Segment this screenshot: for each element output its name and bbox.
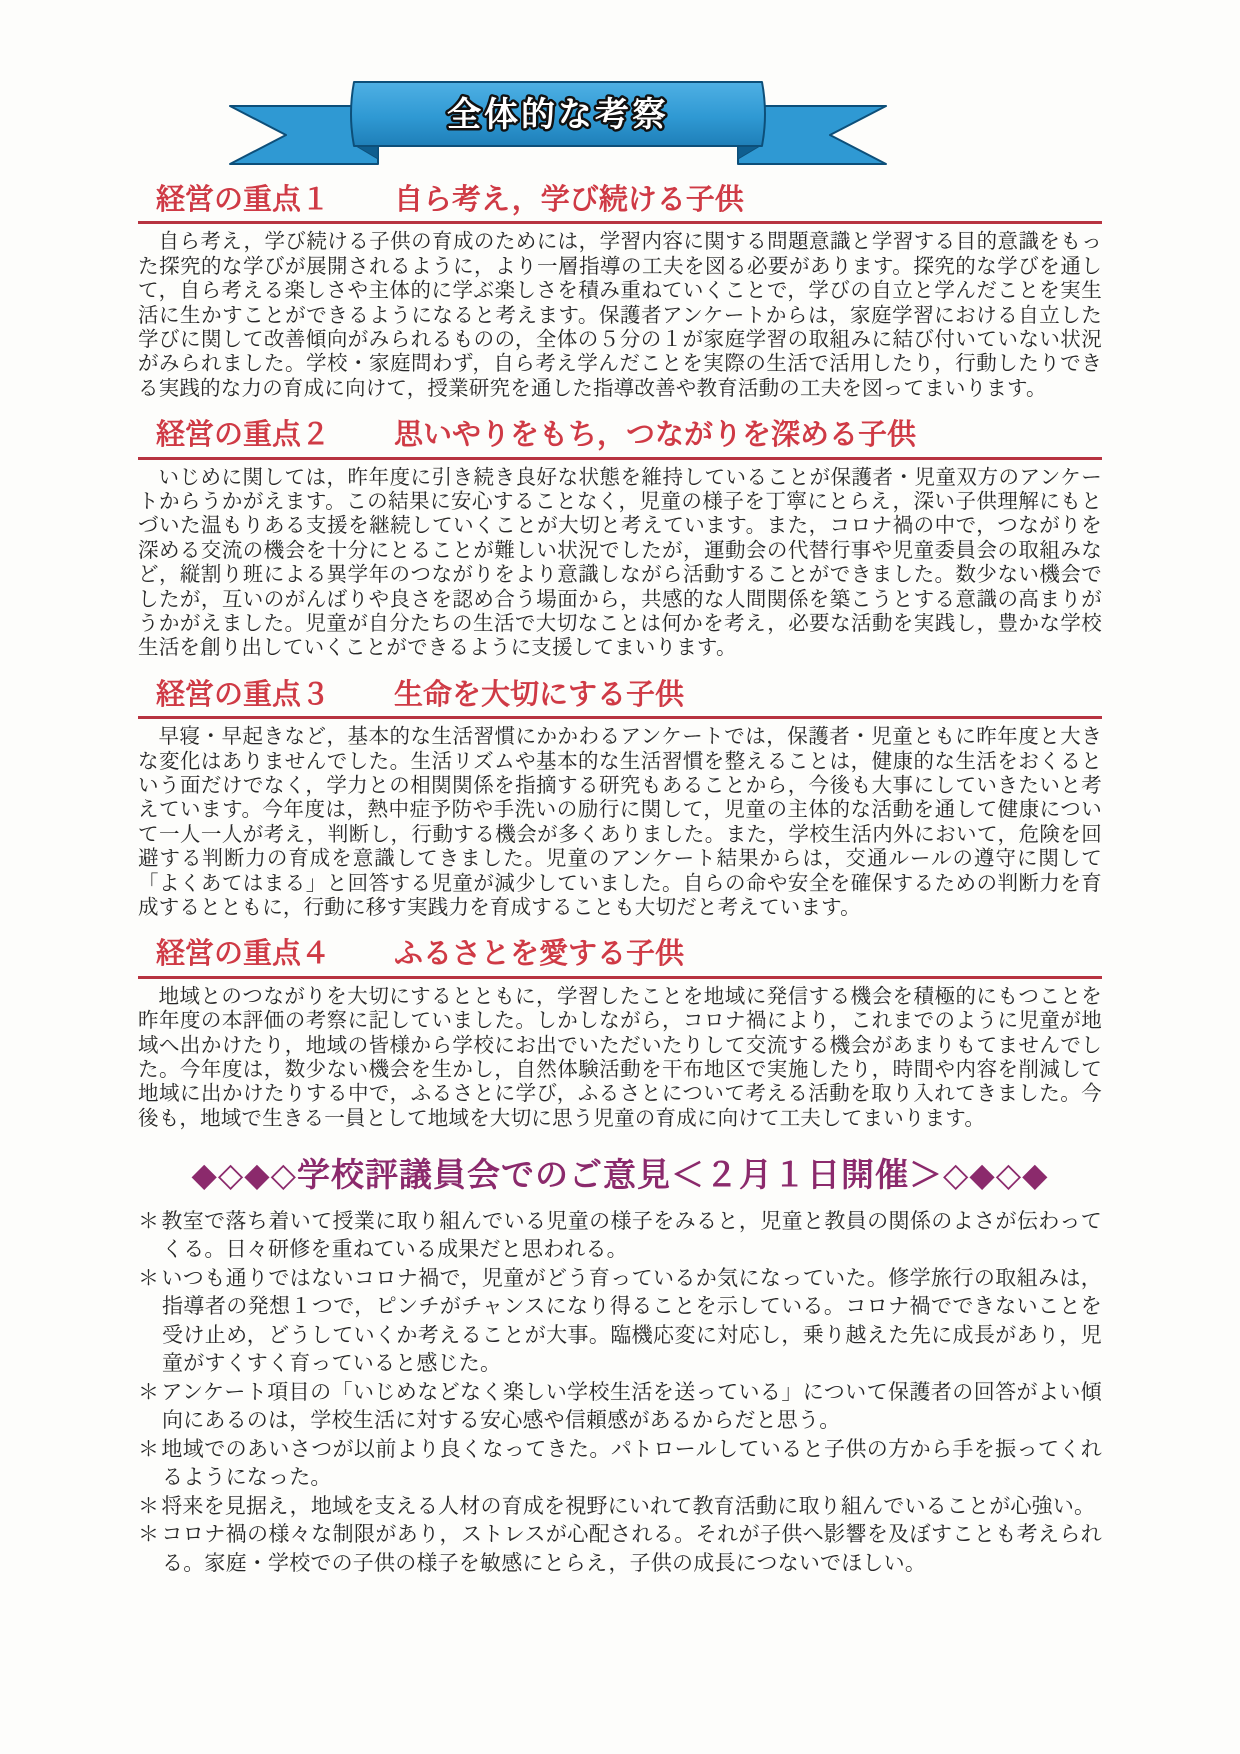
section-title: 生命を大切にする子供 <box>394 678 685 711</box>
ribbon-banner <box>228 78 888 170</box>
asterisk-bullet-icon: ＊ <box>138 1436 160 1461</box>
section-block <box>138 184 1102 401</box>
section-heading <box>138 419 1102 459</box>
section-label: 経営の重点２ <box>156 419 331 452</box>
council-opinion-item <box>138 1378 1102 1435</box>
council-opinion-text: 将来を見据え，地域を支える人材の育成を視野にいれて教育活動に取り組んでいることが心強い。 <box>161 1493 1096 1518</box>
section-label: 経営の重点４ <box>156 938 331 971</box>
section-title: 思いやりをもち，つながりを深める子供 <box>394 419 917 452</box>
section-block <box>138 679 1102 921</box>
council-opinion-item <box>138 1435 1102 1492</box>
council-opinion-item <box>138 1520 1102 1577</box>
section-body: 早寝・早起きなど，基本的な生活習慣にかかわるアンケートでは，保護者・児童ともに昨年度と大きな変化はありませんでした。生活リズムや基本的な生活習慣を整えることは，健康的な生活をおくるという面だけでなく，学力との相関関係を指摘する研究もあることから，今後も大事にしていきたいと考えています。今年度は，熱中症予防や手洗いの励行に関して，児童の主体的な活動を通して健康について一人一人が考え，判断し，行動する機会が多くありました。また，学校生活内外において，危険を回避する判断力の育成を意識してきました。児童のアンケート結果からは，交通ルールの遵守に関して「よくあてはまる」と回答する児童が減少していました。自らの命や安全を確保するための判断力を育成するとともに，行動に移す実践力を育成することも大切だと考えています。 <box>138 726 1102 919</box>
section-label: 経営の重点１ <box>156 184 331 216</box>
council-opinion-item <box>138 1264 1102 1378</box>
section-body: 地域とのつながりを大切にするとともに，学習したことを地域に発信する機会を積極的にもつことを昨年度の本評価の考察に記していました。しかしながら，コロナ禍により，これまでのように児童が地域へ出かけたり，地域の皆様から学校にお出でいただいたりして交流する機会があまりもてませんでした。今年度は，数少ない機会を生かし，自然体験活動を干布地区で実施したり，時間や内容を削減して地域に出かけたりする中で，ふるさとに学び，ふるさとについて考える活動を取り入れてきました。今後も，地域で生きる一員として地域を大切に思う児童の育成に向けて工夫してまいります。 <box>138 985 1102 1130</box>
section-body: 自ら考え，学び続ける子供の育成のためには，学習内容に関する問題意識と学習する目的意識をもった探究的な学びが展開されるように，より一層指導の工夫を図る必要があります。探究的な学びを通して，自ら考える楽しさや主体的に学ぶ楽しさを積み重ねていくことで，学びの自立と学んだことを実生活に生かすことができるようになると考えます。保護者アンケートからは，家庭学習における自立した学びに関して改善傾向がみられるものの，全体の５分の１が家庭学習の取組みに結び付いていない状況がみられました。学校・家庭問わず，自ら考え学んだことを実際の生活で活用したり，行動したりできる実践的な力の育成に向けて，授業研究を通した指導改善や教育活動の工夫を図ってまいります。 <box>138 231 1102 400</box>
council-opinion-text: コロナ禍の様々な制限があり，ストレスが心配される。それが子供へ影響を及ぼすことも考えられる。家庭・学校での子供の様子を敏感にとらえ，子供の成長につないでほしい。 <box>161 1522 1103 1575</box>
council-opinion-text: アンケート項目の「いじめなどなく楽しい学校生活を送っている」について保護者の回答がよい傾向にあるのは，学校生活に対する安心感や信頼感があるからだと思う。 <box>161 1379 1102 1433</box>
section-block <box>138 938 1102 1131</box>
asterisk-bullet-icon: ＊ <box>138 1208 160 1233</box>
asterisk-bullet-icon: ＊ <box>138 1522 160 1547</box>
ribbon-banner-graphic <box>228 78 888 170</box>
section-title: 自ら考え，学び続ける子供 <box>394 184 744 216</box>
council-list <box>138 1207 1102 1578</box>
section-heading <box>138 938 1102 978</box>
asterisk-bullet-icon: ＊ <box>138 1379 160 1404</box>
section-body: いじめに関しては，昨年度に引き続き良好な状態を維持していることが保護者・児童双方のアンケートからうかがえます。この結果に安心することなく，児童の様子を丁寧にとらえ，深い子供理解にもとづいた温もりある支援を継続していくことが大切と考えています。また，コロナ禍の中で，つながりを深める交流の機会を十分にとることが難しい状況でしたが，運動会の代替行事や児童委員会の取組みなど，縦割り班による異学年のつながりをより意識しながら活動することができました。数少ない機会でしたが，互いのがんばりや良さを認め合う場面から，共感的な人間関係を築こうとする意識の高まりがうかがえました。児童が自分たちの生活で大切なことは何かを考え，必要な活動を実践し，豊かな学校生活を創り出していくことができるように支援してまいります。 <box>138 466 1102 660</box>
council-opinion-text: 教室で落ち着いて授業に取り組んでいる児童の様子をみると，児童と教員の関係のよさが伝わってくる。日々研修を重ねている成果だと思われる。 <box>161 1208 1102 1262</box>
council-heading: ◆◇◆◇学校評議員会でのご意見＜２月１日開催＞◇◆◇◆ <box>191 1156 1049 1194</box>
section-label: 経営の重点３ <box>156 678 331 711</box>
section-heading <box>138 679 1102 719</box>
text-column <box>0 78 1240 1577</box>
banner-title: 全体的な考察 <box>447 96 669 134</box>
council-opinion-item <box>138 1207 1102 1264</box>
asterisk-bullet-icon: ＊ <box>138 1493 160 1518</box>
section-title: ふるさとを愛する子供 <box>394 938 685 971</box>
section-heading <box>138 184 1102 224</box>
council-opinion-text: 地域でのあいさつが以前より良くなってきた。パトロールしていると子供の方から手を振ってくれるようになった。 <box>161 1436 1102 1490</box>
section-block <box>138 419 1102 661</box>
asterisk-bullet-icon: ＊ <box>138 1265 160 1290</box>
council-opinion-text: いつも通りではないコロナ禍で，児童がどう育っているか気になっていた。修学旅行の取組みは，指導者の発想１つで，ピンチがチャンスになり得ることを示している。コロナ禍でできないことを受け止め，どうしていくか考えることが大事。臨機応変に対応し，乗り越えた先に成長があり，児童がすくすく育っていると感じた。 <box>161 1265 1102 1376</box>
council-opinion-item <box>138 1492 1102 1521</box>
sections <box>138 184 1102 1131</box>
